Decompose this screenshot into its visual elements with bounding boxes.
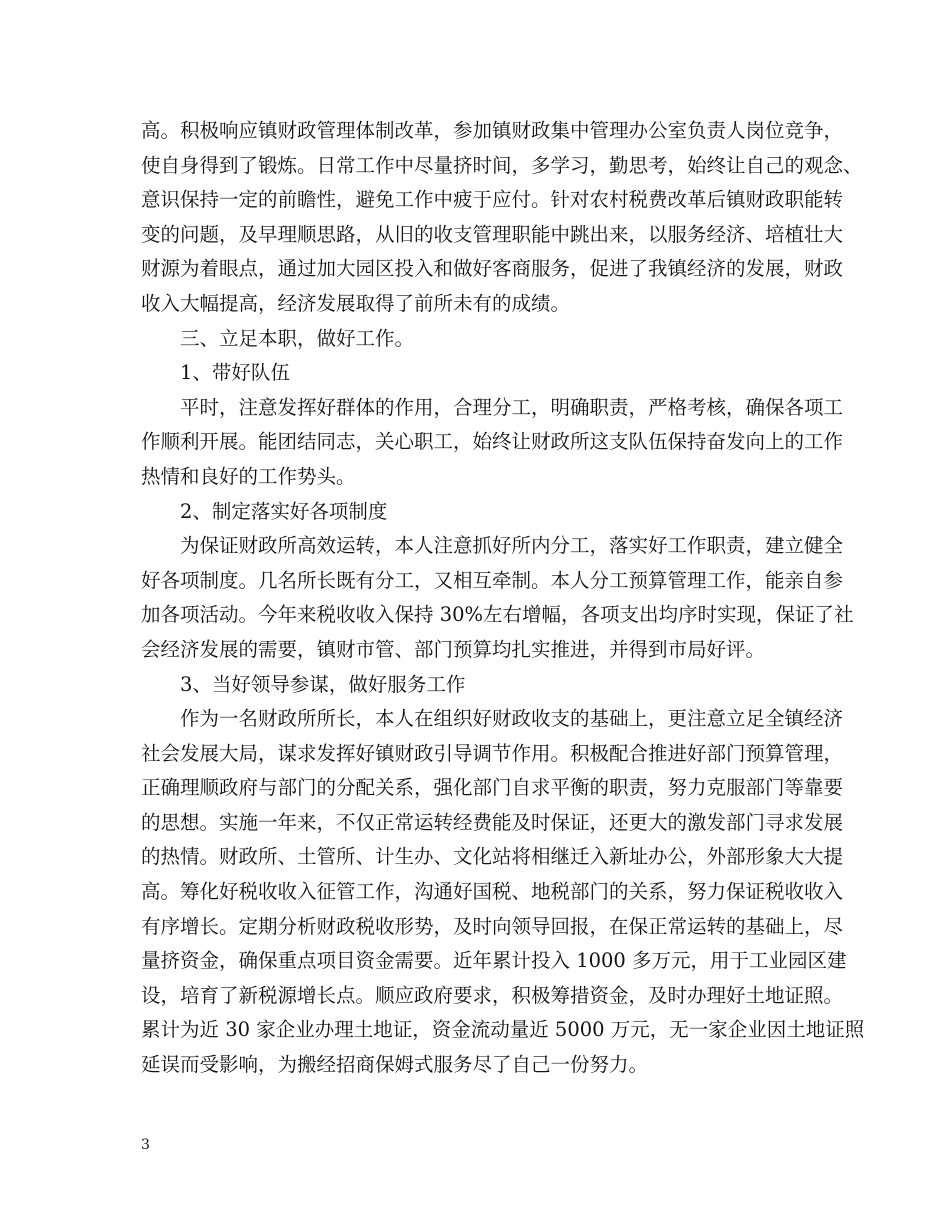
text-line: 平时，注意发挥好群体的作用，合理分工，明确职责，严格考核，确保各项工 [180,395,844,419]
text-line: 收入大幅提高，经济发展取得了前所未有的成绩。 [141,291,571,315]
text-line: 意识保持一定的前瞻性，避免工作中疲于应付。针对农村税费改革后镇财政职能转 [141,188,844,212]
text-line: 量挤资金，确保重点项目资金需要。近年累计投入 1000 多万元，用于工业园区建 [141,949,847,973]
text-line: 作顺利开展。能团结同志，关心职工，始终让财政所这支队伍保持奋发向上的工作 [141,430,844,454]
text-line: 高。积极响应镇财政管理体制改革，参加镇财政集中管理办公室负责人岗位竞争， [141,119,844,142]
text-line: 会经济发展的需要，镇财市管、部门预算均扎实推进，并得到市局好评。 [141,637,766,661]
text-line: 累计为近 30 家企业办理土地证，资金流动量近 5000 万元，无一家企业因土地证照 [141,1018,865,1042]
text-line: 的思想。实施一年来，不仅正常运转经费能及时保证，还更大的激发部门寻求发展 [141,810,844,834]
text-line: 使自身得到了锻炼。日常工作中尽量挤时间，多学习，勤思考，始终让自己的观念、 [141,153,863,177]
text-line: 正确理顺政府与部门的分配关系，强化部门自求平衡的职责，努力克服部门等靠要 [141,776,844,800]
text-line: 好各项制度。几名所长既有分工，又相互牵制。本人分工预算管理工作，能亲自参 [141,568,844,592]
text-line: 加各项活动。今年来税收收入保持 30%左右增幅，各项支出均序时实现，保证了社 [141,603,854,627]
text-line: 三、立足本职，做好工作。 [180,326,415,350]
text-line: 的热情。财政所、土管所、计生办、文化站将相继迁入新址办公，外部形象大大提 [141,845,844,869]
text-line: 社会发展大局，谋求发挥好镇财政引导调节作用。积极配合推进好部门预算管理， [141,741,844,765]
text-line: 财源为着眼点，通过加大园区投入和做好客商服务，促进了我镇经济的发展，财政 [141,257,844,281]
text-line: 3、当好领导参谋，做好服务工作 [180,672,466,696]
text-line: 设，培育了新税源增长点。顺应政府要求，积极筹措资金，及时办理好土地证照。 [141,983,844,1007]
text-line: 延误而受影响，为搬经招商保姆式服务尽了自己一份努力。 [141,1053,649,1077]
document-body [141,114,865,1083]
text-line: 有序增长。定期分析财政税收形势，及时向领导回报，在保正常运转的基础上，尽 [141,914,844,938]
text-line: 高。筹化好税收收入征管工作，沟通好国税、地税部门的关系，努力保证税收收入 [141,880,844,904]
text-line: 为保证财政所高效运转，本人注意抓好所内分工，落实好工作职责，建立健全 [180,534,844,558]
text-line: 热情和良好的工作势头。 [141,464,356,488]
text-line: 变的问题，及早理顺思路，从旧的收支管理职能中跳出来，以服务经济、培植壮大 [141,222,844,246]
text-line: 2、制定落实好各项制度 [180,499,388,523]
text-line: 作为一名财政所所长，本人在组织好财政收支的基础上，更注意立足全镇经济 [180,707,844,731]
text-line: 1、带好队伍 [180,361,290,385]
page-number: 3 [141,1137,150,1153]
